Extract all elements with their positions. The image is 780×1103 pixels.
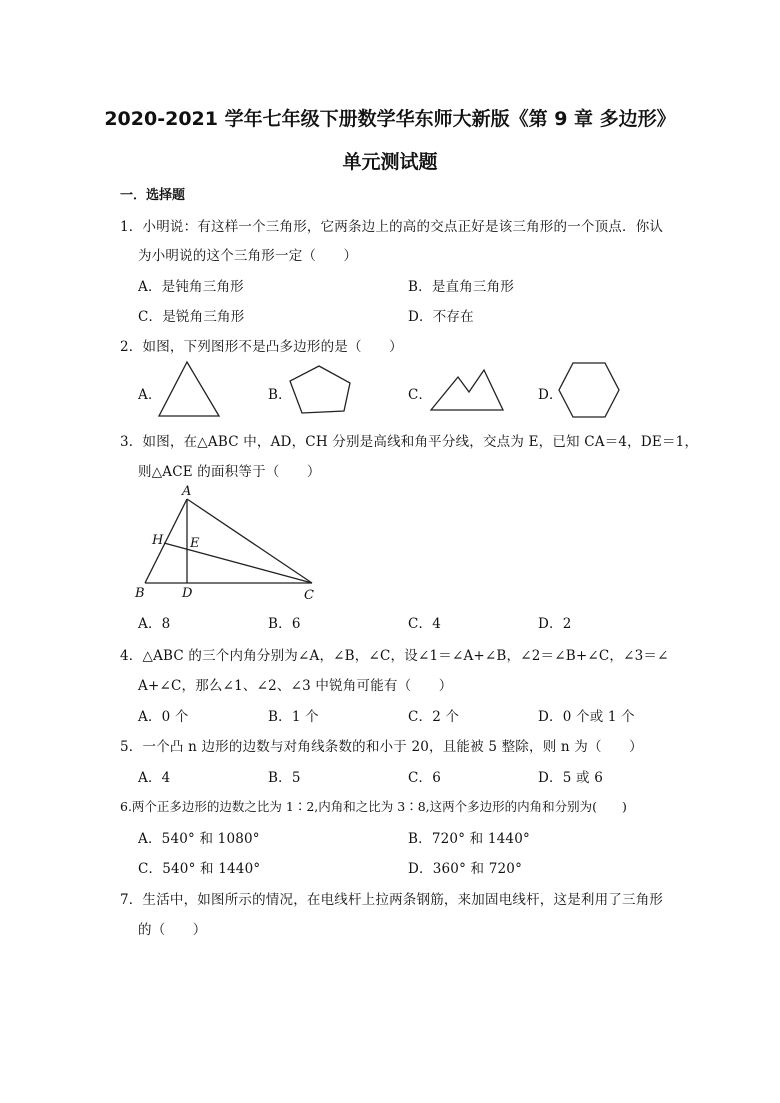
q2-stem: 2．如图，下列图形不是凸多边形的是（ ） <box>120 339 403 355</box>
q3-triangle-figure <box>130 483 330 605</box>
q6-option-b: B．720° 和 1440° <box>408 831 530 847</box>
q7-stem-line2: 的（ ） <box>138 922 207 938</box>
q1-stem-line1: 1．小明说：有这样一个三角形，它两条边上的高的交点正好是该三角形的一个顶点．你认 <box>120 219 664 235</box>
q5-stem: 5．一个凸 n 边形的边数与对角线条数的和小于 20，且能被 5 整除，则 n 为（ ） <box>120 739 643 755</box>
q3-label-b: B <box>135 586 145 601</box>
q4-option-c: C．2 个 <box>408 709 460 725</box>
q6-option-a: A．540° 和 1080° <box>138 831 260 847</box>
q2-figure-hexagon <box>556 360 622 420</box>
q1-option-c: C．是锐角三角形 <box>138 309 245 325</box>
q5-option-d: D．5 或 6 <box>538 770 603 786</box>
q3-option-b: B．6 <box>268 616 301 632</box>
q2-option-c-label: C． <box>408 387 433 403</box>
q5-option-a: A．4 <box>138 770 171 786</box>
q2-figure-concave-polygon <box>428 365 506 415</box>
q3-option-c: C．4 <box>408 616 442 632</box>
q3-option-a: A．8 <box>138 616 171 632</box>
q4-option-b: B．1 个 <box>268 709 319 725</box>
q6-option-d: D．360° 和 720° <box>408 861 523 877</box>
q3-label-e: E <box>190 536 200 551</box>
document-title-line1: 2020-2021 学年七年级下册数学华东师大新版《第 9 章 多边形》 <box>104 108 676 130</box>
q4-stem-line1: 4．△ABC 的三个内角分别为∠A，∠B，∠C，设∠1＝∠A+∠B，∠2＝∠B+∠C，∠3＝∠ <box>120 648 669 664</box>
q2-figure-triangle <box>155 358 225 420</box>
q5-option-b: B．5 <box>268 770 301 786</box>
q7-stem-line1: 7．生活中，如图所示的情况，在电线杆上拉两条钢筋，来加固电线杆，这是利用了三角形 <box>120 892 664 908</box>
q1-option-b: B．是直角三角形 <box>408 279 515 295</box>
q4-option-d: D．0 个或 1 个 <box>538 709 635 725</box>
q3-label-c: C <box>304 588 314 603</box>
q3-label-a: A <box>182 484 192 499</box>
q2-figure-pentagon <box>287 363 357 418</box>
q2-option-a-label: A． <box>138 387 162 403</box>
q4-option-a: A．0 个 <box>138 709 189 725</box>
q2-option-b-label: B． <box>268 387 292 403</box>
q1-option-d: D．不存在 <box>408 309 474 325</box>
q6-option-c: C．540° 和 1440° <box>138 861 261 877</box>
q3-option-d: D．2 <box>538 616 572 632</box>
q3-stem-line2: 则△ACE 的面积等于（ ） <box>138 464 321 480</box>
document-title-line2: 单元测试题 <box>342 151 438 173</box>
q1-stem-line2: 为小明说的这个三角形一定（ ） <box>138 248 358 264</box>
q5-option-c: C．6 <box>408 770 442 786</box>
q3-label-d: D <box>182 586 193 601</box>
q4-stem-line2: A+∠C，那么∠1、∠2、∠3 中锐角可能有（ ） <box>138 678 453 694</box>
q3-label-h: H <box>152 533 164 548</box>
section-heading: 一．选择题 <box>120 188 186 203</box>
q2-option-d-label: D． <box>538 387 563 403</box>
q3-stem-line1: 3．如图，在△ABC 中，AD，CH 分别是高线和角平分线，交点为 E，已知 CA＝4，DE＝1， <box>120 434 699 450</box>
q6-stem: 6.两个正多边形的边数之比为 1∶2,内角和之比为 3∶8,这两个多边形的内角和分别为( ) <box>120 799 627 814</box>
q1-option-a: A．是钝角三角形 <box>138 279 244 295</box>
